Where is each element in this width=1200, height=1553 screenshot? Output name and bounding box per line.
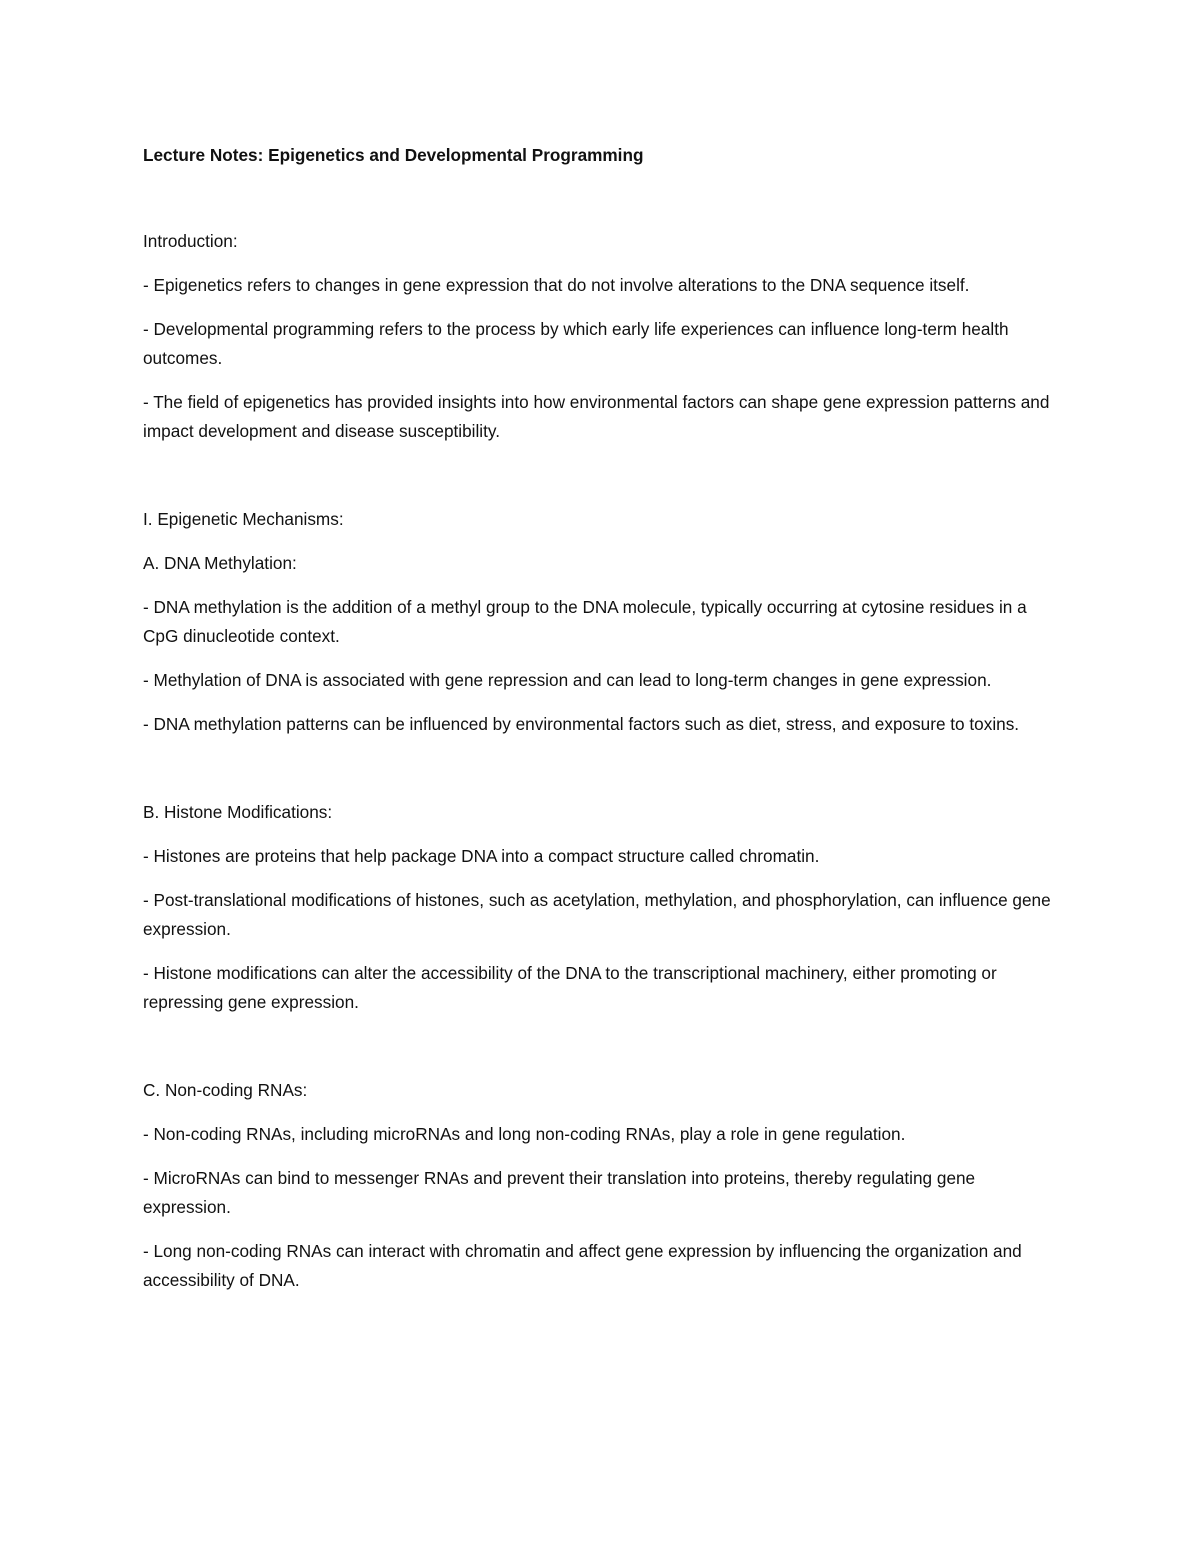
spacer — [143, 1149, 1063, 1164]
subsection-c-item-1: - Non-coding RNAs, including microRNAs and long non-coding RNAs, play a role in gene regulation. — [143, 1124, 906, 1144]
spacer — [143, 446, 1063, 505]
subsection-a-heading: A. DNA Methylation: — [143, 553, 297, 573]
document-content — [143, 141, 1063, 1295]
spacer — [143, 1017, 1063, 1076]
intro-item-3: - The field of epigenetics has provided insights into how environmental factors can shape gene expression patterns and impact development and disease susceptibility. — [143, 392, 1050, 441]
spacer — [143, 827, 1063, 842]
spacer — [143, 651, 1063, 666]
intro-item-1: - Epigenetics refers to changes in gene expression that do not involve alterations to the DNA sequence itself. — [143, 275, 970, 295]
spacer — [143, 578, 1063, 593]
spacer — [143, 256, 1063, 271]
intro-item-2: - Developmental programming refers to the process by which early life experiences can influence long-term health outcomes. — [143, 319, 1009, 368]
subsection-b-item-2: - Post-translational modifications of histones, such as acetylation, methylation, and phosphorylation, can influence gene expression. — [143, 890, 1051, 939]
spacer — [143, 871, 1063, 886]
spacer — [143, 170, 1063, 227]
subsection-b-item-3: - Histone modifications can alter the accessibility of the DNA to the transcriptional machinery, either promoting or repressing gene expression. — [143, 963, 997, 1012]
spacer — [143, 1222, 1063, 1237]
spacer — [143, 695, 1063, 710]
subsection-c-item-2: - MicroRNAs can bind to messenger RNAs and prevent their translation into proteins, thereby regulating gene expression. — [143, 1168, 976, 1217]
subsection-c-heading: C. Non-coding RNAs: — [143, 1080, 308, 1100]
subsection-c-item-3: - Long non-coding RNAs can interact with chromatin and affect gene expression by influencing the organization and accessibility of DNA. — [143, 1241, 1022, 1290]
section-1-heading: I. Epigenetic Mechanisms: — [143, 509, 344, 529]
subsection-a-item-3: - DNA methylation patterns can be influenced by environmental factors such as diet, stress, and exposure to toxins. — [143, 714, 1020, 734]
spacer — [143, 739, 1063, 798]
subsection-a-item-1: - DNA methylation is the addition of a methyl group to the DNA molecule, typically occurring at cytosine residues in a CpG dinucleotide context. — [143, 597, 1027, 646]
intro-heading: Introduction: — [143, 231, 238, 251]
subsection-b-item-1: - Histones are proteins that help package DNA into a compact structure called chromatin. — [143, 846, 820, 866]
spacer — [143, 1105, 1063, 1120]
subsection-b-heading: B. Histone Modifications: — [143, 802, 333, 822]
spacer — [143, 944, 1063, 959]
subsection-a-item-2: - Methylation of DNA is associated with gene repression and can lead to long-term changes in gene expression. — [143, 670, 992, 690]
spacer — [143, 534, 1063, 549]
spacer — [143, 300, 1063, 315]
spacer — [143, 373, 1063, 388]
document-title: Lecture Notes: Epigenetics and Developmental Programming — [143, 145, 644, 165]
